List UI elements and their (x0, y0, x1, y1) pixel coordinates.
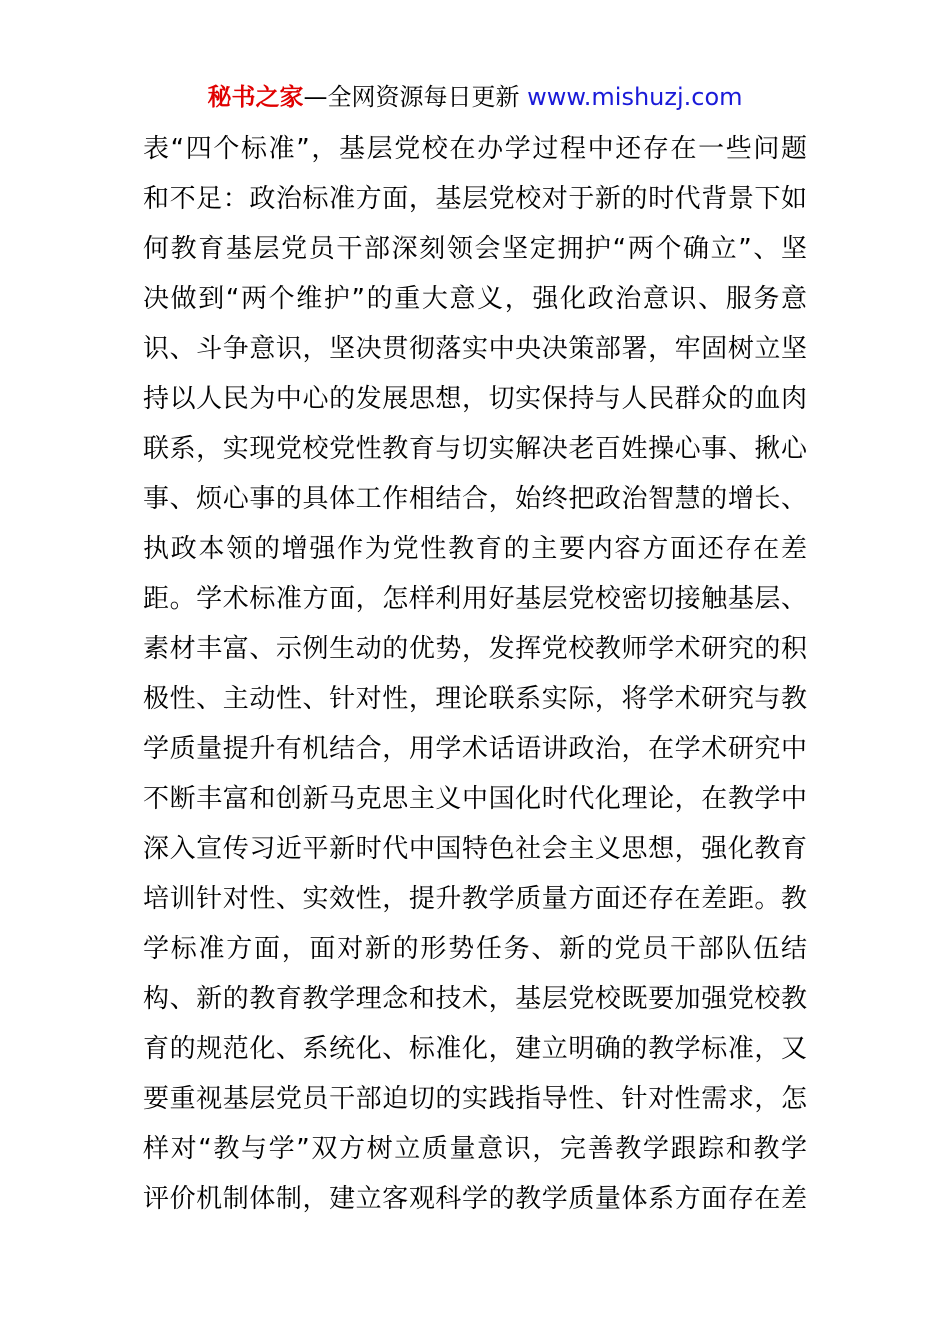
text-line: 事、烦心事的具体工作相结合，始终把政治智慧的增长、 (143, 484, 807, 514)
text-line: 不断丰富和创新马克思主义中国化时代化理论，在教学中 (143, 784, 807, 814)
text-line: 极性、主动性、针对性，理论联系实际，将学术研究与教 (143, 684, 807, 714)
text-line: 表“四个标准”，基层党校在办学过程中还存在一些问题 (143, 134, 807, 164)
header-tagline: —全网资源每日更新 (303, 83, 520, 111)
text-line: 和不足：政治标准方面，基层党校对于新的时代背景下如 (143, 184, 807, 214)
text-line: 决做到“两个维护”的重大意义，强化政治意识、服务意 (143, 284, 807, 314)
site-url-link[interactable]: www.mishuzj.com (527, 83, 743, 111)
text-line: 何教育基层党员干部深刻领会坚定拥护“两个确立”、坚 (143, 234, 807, 264)
text-line: 持以人民为中心的发展思想，切实保持与人民群众的血肉 (143, 384, 807, 414)
text-line: 素材丰富、示例生动的优势，发挥党校教师学术研究的积 (143, 634, 807, 664)
text-line: 联系，实现党校党性教育与切实解决老百姓操心事、揪心 (143, 434, 807, 464)
text-line: 执政本领的增强作为党性教育的主要内容方面还存在差 (143, 534, 807, 564)
text-line: 要重视基层党员干部迫切的实践指导性、针对性需求，怎 (143, 1084, 807, 1114)
text-line: 识、斗争意识，坚决贯彻落实中央决策部署，牢固树立坚 (143, 334, 807, 364)
text-line: 构、新的教育教学理念和技术，基层党校既要加强党校教 (143, 984, 807, 1014)
text-line: 学质量提升有机结合，用学术话语讲政治，在学术研究中 (143, 734, 807, 764)
text-line: 深入宣传习近平新时代中国特色社会主义思想，强化教育 (143, 834, 807, 864)
brand-name: 秘书之家 (207, 83, 304, 111)
text-line: 距。学术标准方面，怎样利用好基层党校密切接触基层、 (143, 584, 807, 614)
text-line: 学标准方面，面对新的形势任务、新的党员干部队伍结 (143, 934, 807, 964)
site-header (0, 80, 950, 114)
text-line: 培训针对性、实效性，提升教学质量方面还存在差距。教 (143, 884, 807, 914)
text-line: 样对“教与学”双方树立质量意识，完善教学跟踪和教学 (143, 1134, 807, 1164)
text-line: 评价机制体制，建立客观科学的教学质量体系方面存在差 (143, 1184, 807, 1214)
text-line: 育的规范化、系统化、标准化，建立明确的教学标准，又 (143, 1034, 807, 1064)
